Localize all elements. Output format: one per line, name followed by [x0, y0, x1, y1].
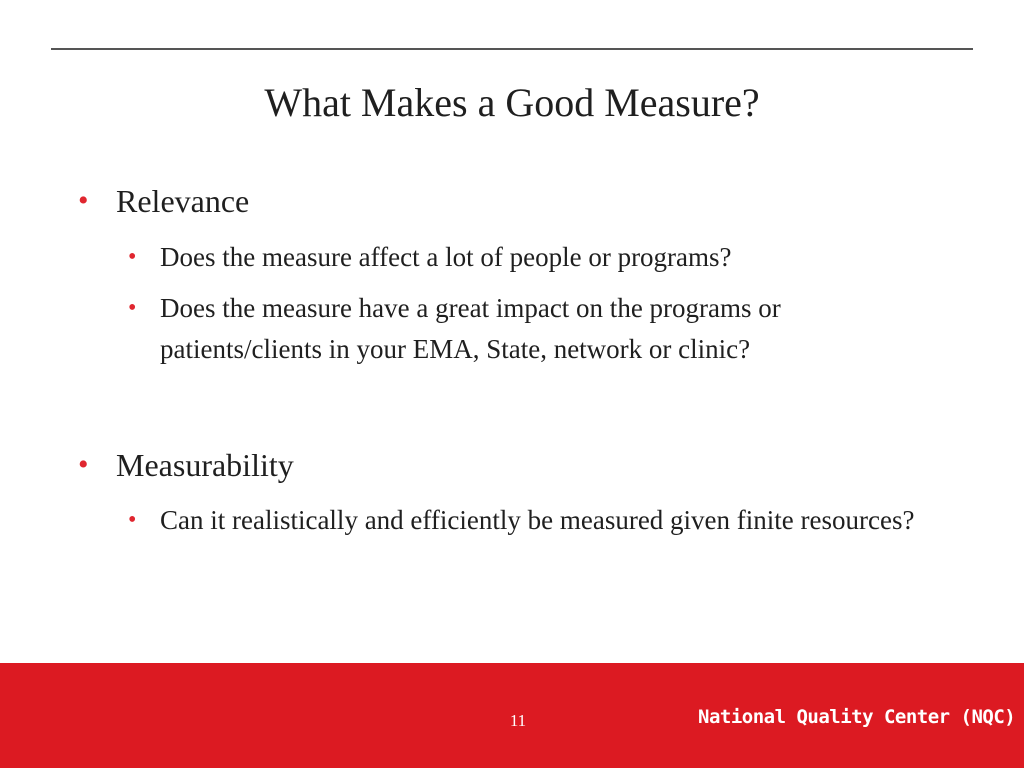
page-number: 11 — [509, 711, 527, 730]
footer-bar — [0, 663, 1024, 768]
sub-bullet-text: Does the measure affect a lot of people or programs? — [160, 242, 732, 272]
slide-title: What Makes a Good Measure? — [264, 80, 760, 125]
bullet-dot: • — [128, 507, 137, 533]
sub-bullet-text: Can it realistically and efficiently be measured given finite resources? — [160, 505, 915, 535]
sub-bullet-text: Does the measure have a great impact on the programs or patients/clients in your EMA, State, network or clinic? — [160, 293, 781, 364]
bullet-label: Relevance — [116, 183, 250, 219]
bullet-dot: • — [128, 244, 137, 270]
bullet-label: Measurability — [116, 447, 294, 483]
sub-bullet — [128, 500, 928, 541]
sub-bullet — [128, 237, 928, 278]
sub-bullet — [128, 288, 928, 370]
organization-logo: National Quality Center (NQC) — [698, 706, 1016, 728]
bullet-dot: • — [128, 295, 137, 321]
bullet-dot: • — [78, 448, 89, 481]
bullet-dot: • — [78, 184, 89, 217]
